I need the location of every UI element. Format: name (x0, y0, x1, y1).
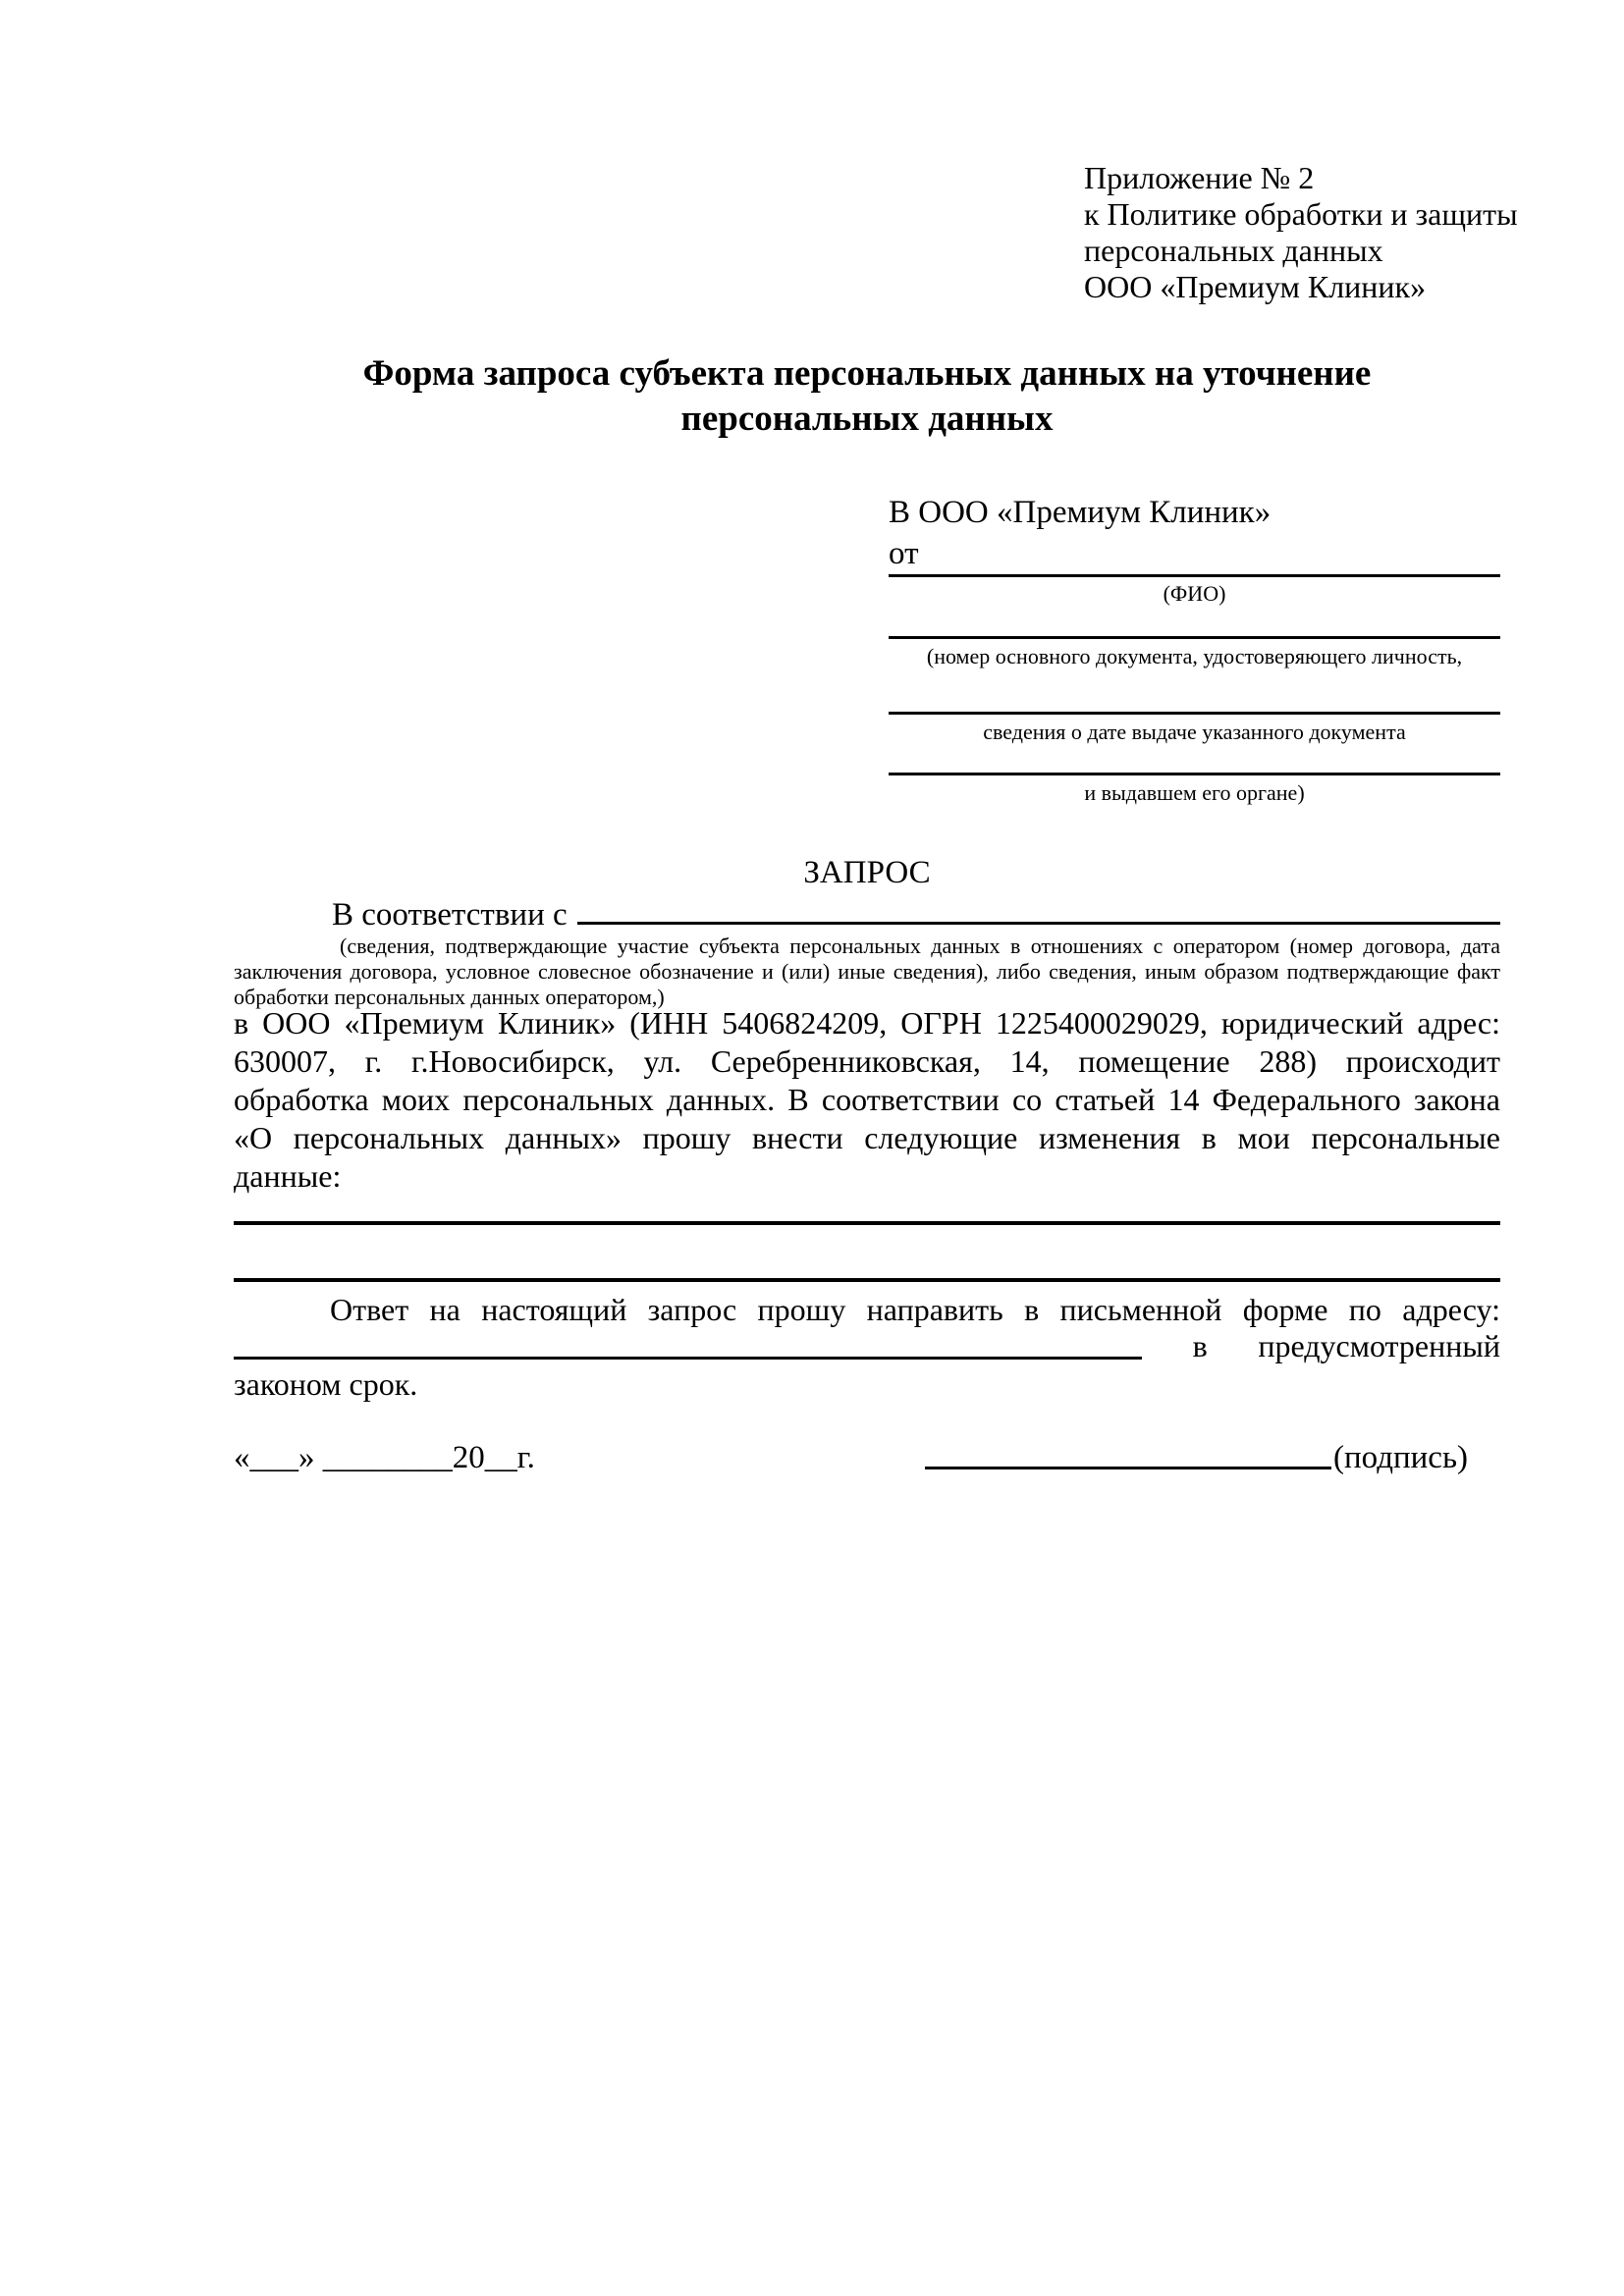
issue-date-field-caption: сведения о дате выдаче указанного документа (983, 720, 1406, 744)
answer-line-2 (234, 1327, 1500, 1365)
annex-line: персональных данных (1084, 233, 1383, 268)
legal-note-line: (сведения, подтверждающие участие субъекта персональных данных в отношениях с оператором (номер договора, дата (340, 934, 1500, 958)
intro-text: В соответствии с (332, 897, 568, 933)
answer-line-1: Ответ на настоящий запрос прошу направить в письменной форме по адресу: (330, 1292, 1500, 1327)
address-blank-field[interactable] (234, 1357, 1142, 1360)
changes-blank-line-1[interactable] (234, 1221, 1500, 1225)
date-blank-text[interactable]: «___» ________20__г. (234, 1440, 535, 1475)
signature-caption: (подпись) (1333, 1440, 1468, 1475)
body-line: 630007, г. г.Новосибирск, ул. Серебренниковская, 14, помещение 288) происходит (234, 1043, 1500, 1079)
recipient-from-label: от (889, 536, 919, 571)
changes-blank-line-2[interactable] (234, 1278, 1500, 1282)
issuing-authority-field-caption: и выдавшем его органе) (1084, 780, 1305, 805)
document-title-line: персональных данных (680, 399, 1054, 439)
issuing-authority-blank-field[interactable] (889, 773, 1500, 775)
fio-field-caption: (ФИО) (1163, 581, 1226, 606)
id-document-field-caption: (номер основного документа, удостоверяющего личность, (926, 644, 1463, 668)
document-title (234, 351, 1500, 442)
answer-word: предусмотренный (1258, 1328, 1500, 1363)
intro-line (332, 896, 1500, 934)
annex-line: Приложение № 2 (1084, 160, 1315, 195)
fio-blank-field[interactable] (889, 574, 1500, 577)
body-line: данные: (234, 1158, 342, 1194)
body-line: в ООО «Премиум Клиник» (ИНН 5406824209, ОГРН 1225400029029, юридический адрес: (234, 1005, 1500, 1041)
annex-reference-block (1084, 160, 1536, 305)
legal-note-line: обработки персональных данных оператором,) (234, 985, 665, 1009)
document-title-line: Форма запроса субъекта персональных данных на уточнение (362, 353, 1372, 394)
basis-blank-field[interactable] (577, 922, 1500, 925)
legal-note (234, 934, 1500, 1010)
annex-line: ООО «Премиум Клиник» (1084, 269, 1427, 304)
request-heading: ЗАПРОС (803, 855, 931, 890)
body-line: «О персональных данных» прошу внести следующие изменения в мои персональные (234, 1120, 1500, 1155)
issue-date-blank-field[interactable] (889, 712, 1500, 715)
id-document-blank-field[interactable] (889, 636, 1500, 639)
legal-note-line: заключения договора, условное словесное обозначение и (или) иные сведения), либо сведения, иным образом подтверждающие факт (234, 959, 1500, 984)
signature-blank-line[interactable] (925, 1439, 1331, 1469)
body-paragraph (234, 1004, 1500, 1196)
annex-line: к Политике обработки и защиты (1084, 196, 1518, 232)
answer-word: в (1192, 1328, 1208, 1363)
answer-line-3: законом срок. (234, 1366, 418, 1402)
recipient-to: В ООО «Премиум Клиник» (889, 495, 1272, 530)
body-line: обработка моих персональных данных. В соответствии со статьей 14 Федерального закона (234, 1082, 1500, 1117)
